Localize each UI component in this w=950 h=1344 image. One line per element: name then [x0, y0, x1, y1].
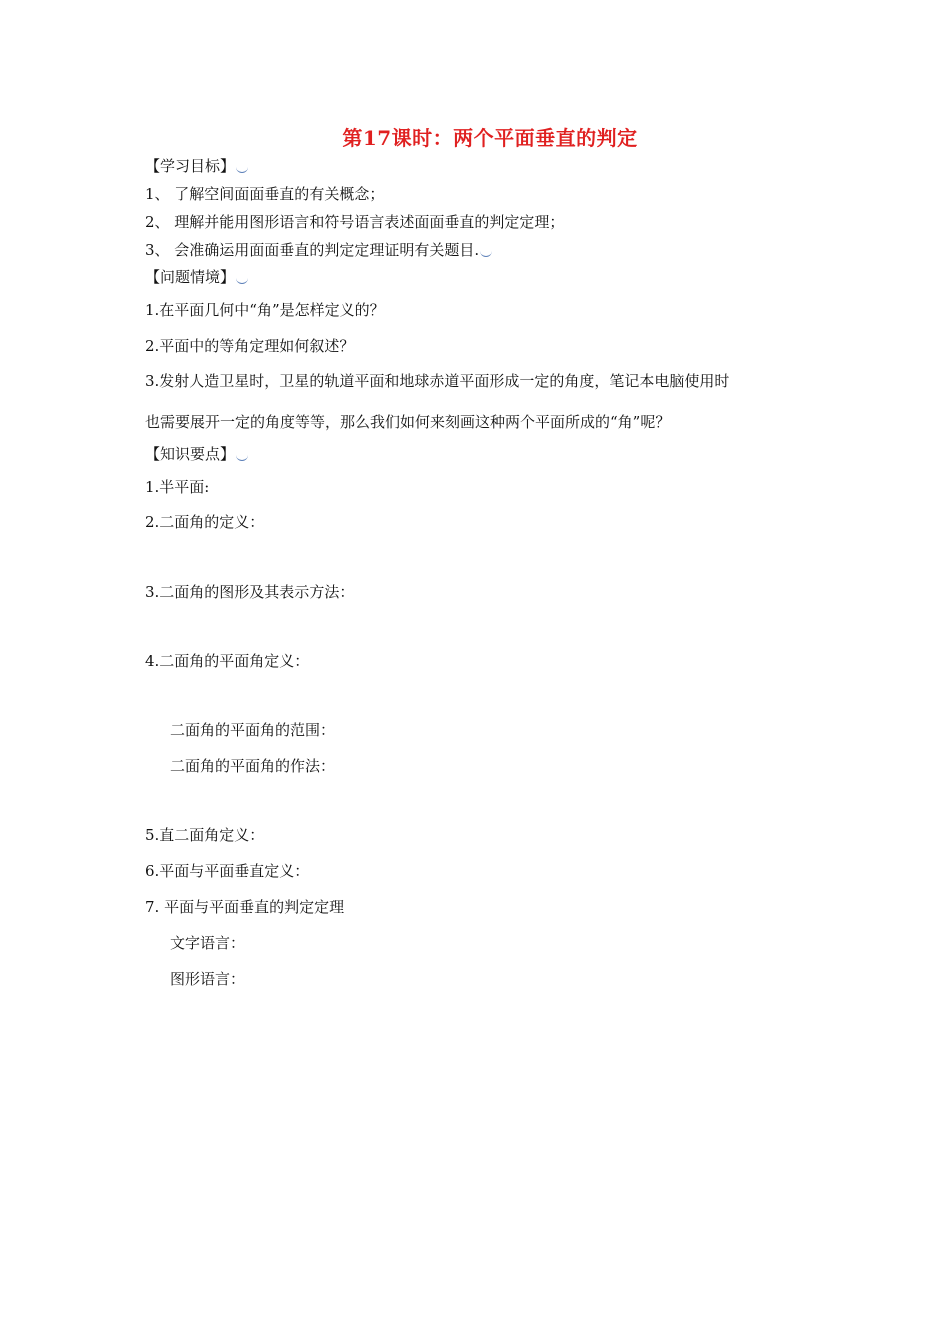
- knowledge-item-6: 6.平面与平面垂直定义：: [145, 862, 310, 880]
- knowledge-item-1: 1.半平面:: [145, 478, 210, 496]
- knowledge-item-7: 7. 平面与平面垂直的判定定理: [145, 898, 345, 916]
- knowledge-item-4-construction: 二面角的平面角的作法：: [170, 757, 336, 775]
- question-1: 1.在平面几何中“角”是怎样定义的？: [145, 301, 385, 319]
- goal-item-1: 1、 了解空间面面垂直的有关概念；: [145, 185, 385, 203]
- knowledge-header: 【知识要点】: [145, 444, 248, 464]
- knowledge-item-7-text: 文字语言：: [170, 934, 246, 952]
- question-2: 2.平面中的等角定理如何叙述？: [145, 337, 355, 355]
- knowledge-item-4-range: 二面角的平面角的范围：: [170, 721, 336, 739]
- knowledge-item-7-figure: 图形语言：: [170, 970, 246, 988]
- knowledge-item-5: 5.直二面角定义：: [145, 826, 265, 844]
- page-title: 第17课时：两个平面垂直的判定: [342, 126, 638, 150]
- knowledge-item-2: 2.二面角的定义：: [145, 513, 265, 531]
- knowledge-item-3: 3.二面角的图形及其表示方法：: [145, 583, 355, 601]
- question-3-line-1: 3.发射人造卫星时，卫星的轨道平面和地球赤道平面形成一定的角度，笔记本电脑使用时: [145, 372, 730, 390]
- goals-header: 【学习目标】: [145, 156, 248, 176]
- question-3-line-2: 也需要展开一定的角度等等，那么我们如何来刻画这种两个平面所成的“角”呢？: [145, 413, 671, 431]
- problem-header: 【问题情境】: [145, 267, 248, 287]
- knowledge-item-4: 4.二面角的平面角定义：: [145, 652, 310, 670]
- goal-item-3: 3、 会准确运用面面垂直的判定定理证明有关题目.: [145, 240, 492, 260]
- goal-item-2: 2、 理解并能用图形语言和符号语言表述面面垂直的判定定理；: [145, 213, 565, 231]
